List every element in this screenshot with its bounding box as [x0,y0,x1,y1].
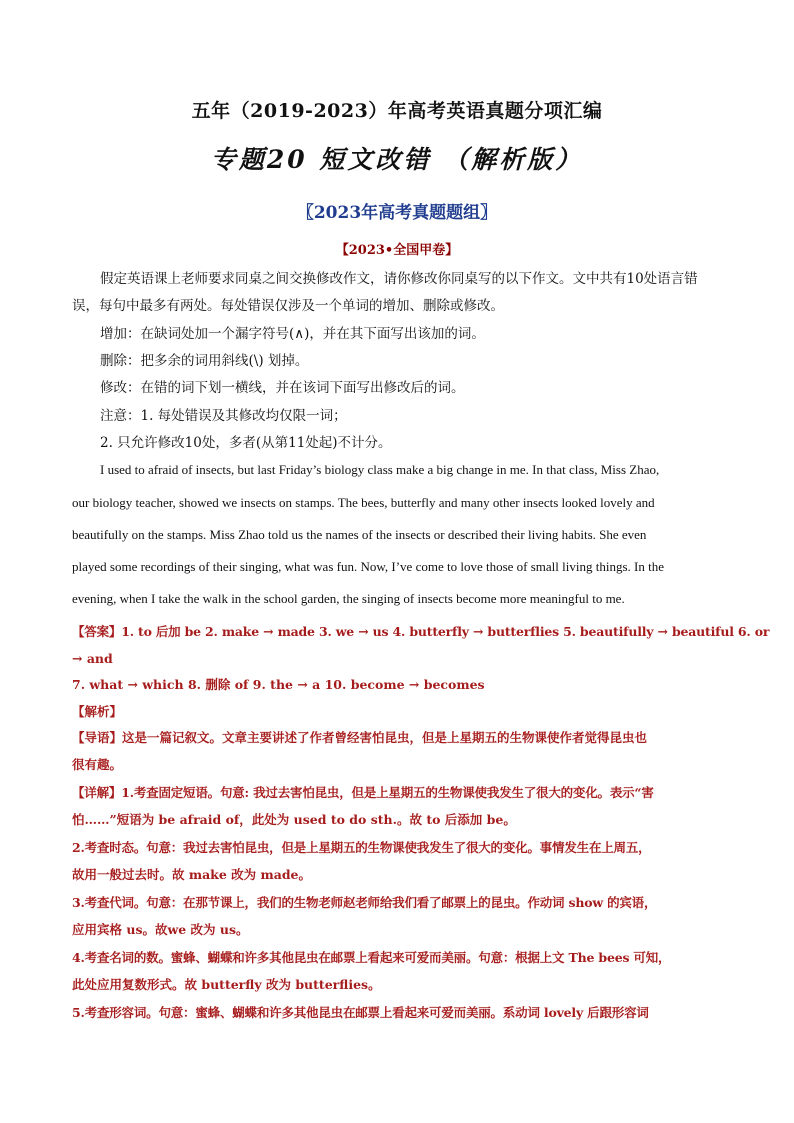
detail-line: 故用一般过去时。故 make 改为 made。 [72,867,312,882]
answer-line: → and [72,651,113,666]
detail-line: 2.考查时态。句意：我过去害怕昆虫，但是上星期五的生物课使我发生了很大的变化。事情发生在上周五， [72,840,651,855]
instruction-line: 误，每句中最多有两处。每处错误仅涉及一个单词的增加、删除或修改。 [72,298,504,314]
detail-line: 应用宾格 us。故we 改为 us。 [72,922,249,937]
instruction-line: 假定英语课上老师要求同桌之间交换修改作文，请你修改你同桌写的以下作文。文中共有10处语言错 [100,271,698,287]
detail-line: 怕……”短语为 be afraid of，此处为 used to do sth.。故 to 后添加 be。 [72,812,516,827]
passage-line: our biology teacher, showed we insects on stamps. The bees, butterfly and many other insects looked lovely and [72,495,655,510]
guide-line: 【导语】这是一篇记叙文。文章主要讲述了作者曾经害怕昆虫，但是上星期五的生物课使作者觉得昆虫也 [72,730,648,745]
exam-paper-tag: 【2023•全国甲卷】 [335,243,459,258]
passage-line: evening, when I take the walk in the school garden, the singing of insects become more meaningful to me. [72,591,625,606]
document-subtitle: 专题20 短文改错 （解析版） [210,145,584,174]
detail-line: 【详解】1.考查固定短语。句意: 我过去害怕昆虫，但是上星期五的生物课使我发生了很大的变化。表示“害 [72,785,654,800]
passage-line: played some recordings of their singing, what was fun. Now, I’ve come to love those of small living things. In the [72,559,664,574]
analysis-label: 【解析】 [72,704,123,719]
detail-line: 5.考查形容词。句意：蜜蜂、蝴蝶和许多其他昆虫在邮票上看起来可爱而美丽。系动词 lovely 后跟形容词 [72,1005,649,1020]
answer-line: 7. what → which 8. 删除 of 9. the → a 10. become → becomes [72,677,485,692]
instruction-line: 修改：在错的词下划一横线，并在该词下面写出修改后的词。 [100,380,465,396]
document-title: 五年（2019-2023）年高考英语真题分项汇编 [191,100,603,122]
detail-line: 3.考查代词。句意：在那节课上，我们的生物老师赵老师给我们看了邮票上的昆虫。作动词 show 的宾语， [72,895,657,910]
passage-line: I used to afraid of insects, but last Friday’s biology class make a big change in me. In that class, Miss Zhao, [100,462,660,477]
passage-line: beautifully on the stamps. Miss Zhao told us the names of the insects or described their living habits. She even [72,527,647,542]
instruction-line: 增加：在缺词处加一个漏字符号(∧)，并在其下面写出该加的词。 [100,326,485,342]
detail-line: 4.考查名词的数。蜜蜂、蝴蝶和许多其他昆虫在邮票上看起来可爱而美丽。句意：根据上文 The bees 可知， [72,950,671,965]
detail-line: 此处应用复数形式。故 butterfly 改为 butterflies。 [72,977,381,992]
answer-line: 【答案】1. to 后加 be 2. make → made 3. we → us 4. butterfly → butterflies 5. beautifully → beautiful 6. or [72,624,770,639]
instruction-line: 删除：把多余的词用斜线(\) 划掉。 [100,353,309,369]
section-heading: 〖2023年高考真题题组〗 [296,203,498,223]
instruction-line: 注意：1. 每处错误及其修改均仅限一词； [100,408,347,424]
guide-line: 很有趣。 [72,757,123,772]
instruction-line: 2. 只允许修改10处，多者(从第11处起)不计分。 [100,435,392,451]
